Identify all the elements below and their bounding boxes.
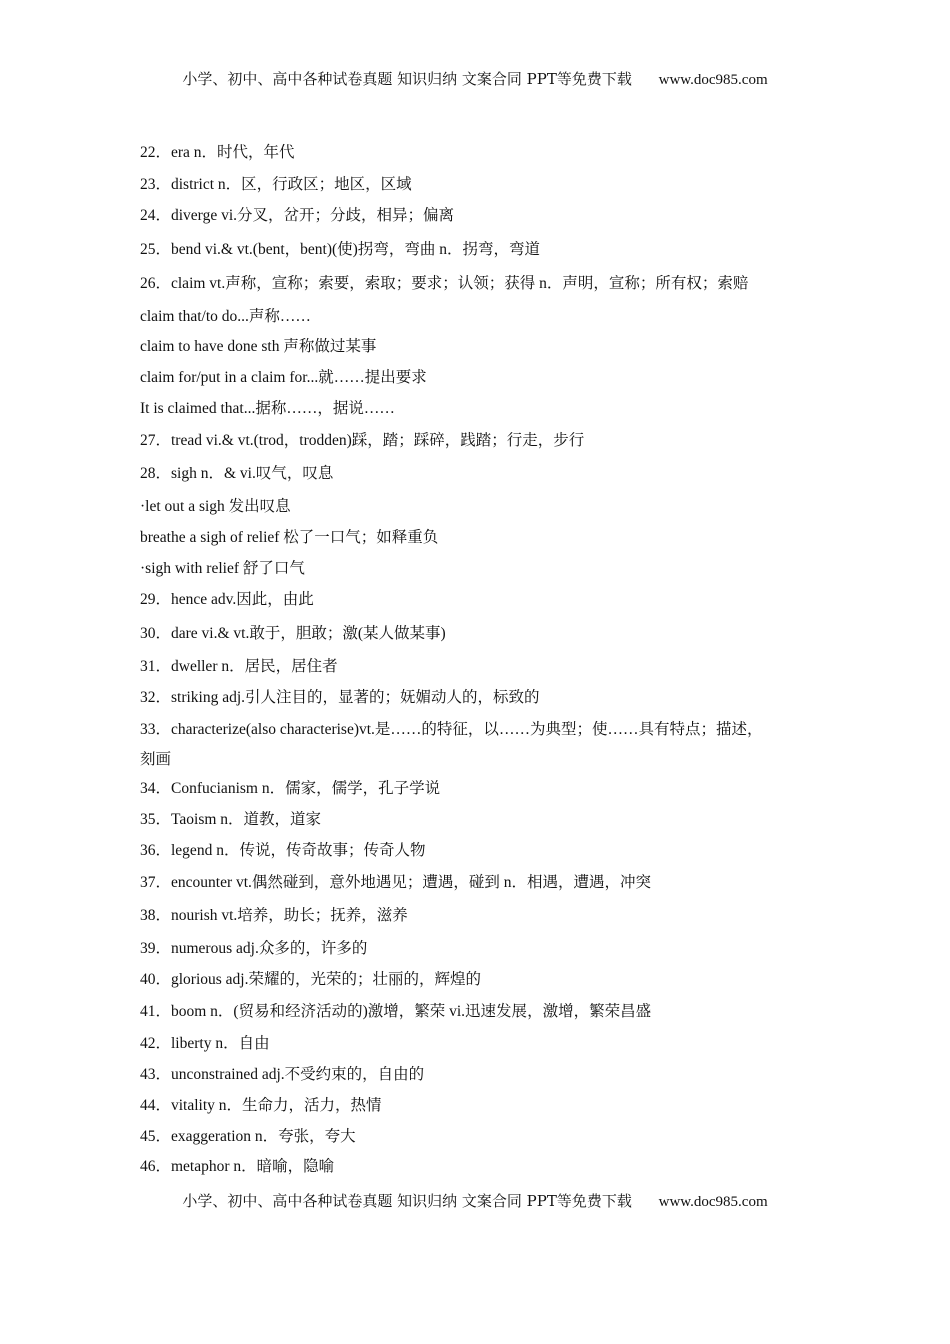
list-item: claim to have done sth 声称做过某事 [140, 338, 377, 355]
list-item: ·sigh with relief 舒了口气 [140, 560, 305, 577]
list-item: claim for/put in a claim for...就……提出要求 [140, 369, 427, 386]
list-item: breathe a sigh of relief 松了一口气；如释重负 [140, 529, 439, 546]
list-item: 38．nourish vt.培养，助长；抚养，滋养 [140, 907, 408, 924]
header-url[interactable]: www.doc985.com [658, 72, 768, 88]
list-item: 30．dare vi.& vt.敢于，胆敢；激(某人做某事) [140, 625, 446, 642]
list-item: 40．glorious adj.荣耀的，光荣的；壮丽的，辉煌的 [140, 971, 481, 988]
list-item: claim that/to do...声称…… [140, 308, 311, 325]
list-item: ·let out a sigh 发出叹息 [140, 498, 291, 515]
list-item: 26．claim vt.声称，宣称；索要，索取；要求；认领；获得 n．声明，宣称；所有权；索赔 [140, 275, 749, 292]
list-item: It is claimed that...据称……，据说…… [140, 400, 395, 417]
list-item: 32．striking adj.引人注目的，显著的；妩媚动人的，标致的 [140, 689, 540, 706]
footer-text: 小学、初中、高中各种试卷真题 知识归纳 文案合同 PPT等免费下载 [182, 1192, 632, 1210]
list-item: 28．sigh n．& vi.叹气，叹息 [140, 465, 334, 482]
list-item: 44．vitality n．生命力，活力，热情 [140, 1097, 382, 1114]
list-item: 31．dweller n．居民，居住者 [140, 658, 338, 675]
list-item: 36．legend n．传说，传奇故事；传奇人物 [140, 842, 426, 859]
list-item: 43．unconstrained adj.不受约束的，自由的 [140, 1066, 425, 1083]
list-item: 39．numerous adj.众多的，许多的 [140, 940, 368, 957]
list-item: 22．era n．时代，年代 [140, 144, 295, 161]
list-item: 24．diverge vi.分叉，岔开；分歧，相异；偏离 [140, 207, 455, 224]
list-item: 33．characterize(also characterise)vt.是……的特征，以……为典型；使……具有特点；描述， [140, 721, 763, 738]
list-item: 35．Taoism n．道教，道家 [140, 811, 322, 828]
list-item: 25．bend vi.& vt.(bent，bent)(使)拐弯，弯曲 n．拐弯，弯道 [140, 241, 540, 258]
header-text: 小学、初中、高中各种试卷真题 知识归纳 文案合同 PPT等免费下载 [182, 70, 632, 88]
list-item: 46．metaphor n．暗喻，隐喻 [140, 1158, 335, 1175]
list-item: 29．hence adv.因此，由此 [140, 591, 314, 608]
page-header [0, 68, 950, 89]
list-item: 34．Confucianism n．儒家，儒学，孔子学说 [140, 780, 441, 797]
footer-url[interactable]: www.doc985.com [658, 1194, 768, 1210]
list-item: 42．liberty n．自由 [140, 1035, 270, 1052]
list-item: 41．boom n．(贸易和经济活动的)激增，繁荣 vi.迅速发展，激增，繁荣昌盛 [140, 1003, 652, 1020]
list-item: 23．district n．区，行政区；地区，区域 [140, 176, 412, 193]
page-footer [0, 1190, 950, 1211]
list-item: 27．tread vi.& vt.(trod，trodden)踩，踏；踩碎，践踏；行走，步行 [140, 432, 585, 449]
list-item: 37．encounter vt.偶然碰到，意外地遇见；遭遇，碰到 n．相遇，遭遇，冲突 [140, 874, 652, 891]
list-item: 45．exaggeration n．夸张，夸大 [140, 1128, 356, 1145]
list-item: 刻画 [140, 751, 172, 768]
